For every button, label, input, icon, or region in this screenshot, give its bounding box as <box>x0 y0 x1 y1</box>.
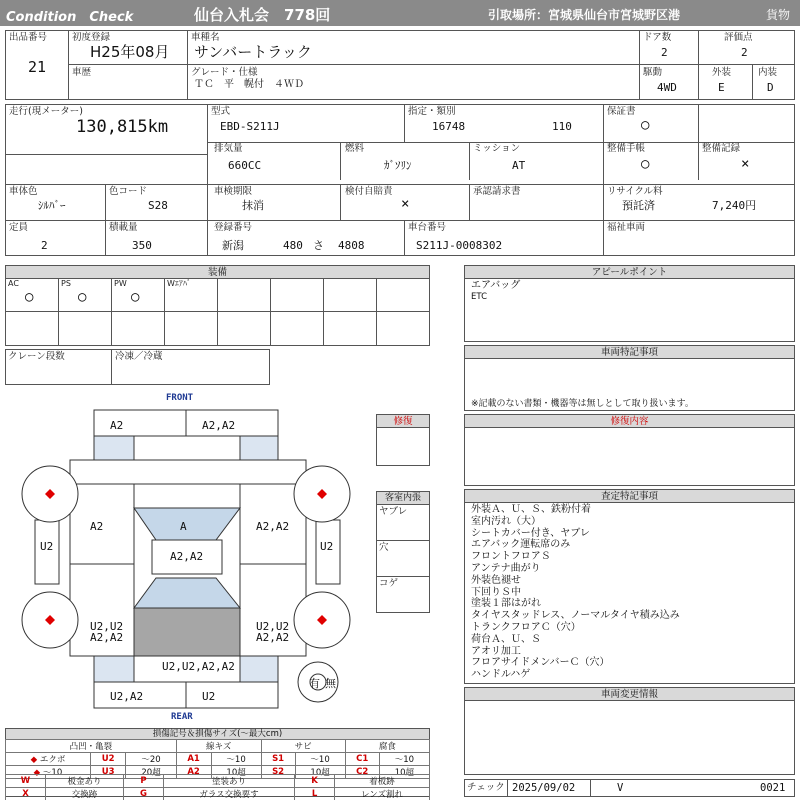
legend-s1: S1 <box>261 753 295 766</box>
drive-value: 4WD <box>657 81 677 94</box>
legend-s2-size: 10超 <box>295 766 345 779</box>
code-x-text: 交換跡 <box>46 788 124 800</box>
maint-book-value: ○ <box>641 156 650 172</box>
check-code: 0021 <box>760 782 786 794</box>
legend-group-corrosion: 腐食 <box>345 740 429 753</box>
appeal-title: アピールポイント <box>465 266 794 279</box>
inspection-value: 抹消 <box>242 199 264 212</box>
check-inspector: V <box>617 782 624 794</box>
fuel-label: 燃料 <box>345 143 365 154</box>
inspector-note-line: 塗装１部はがれ <box>471 598 541 610</box>
cabin-item-hole: 穴 <box>379 542 389 553</box>
legend-c2: C2 <box>345 766 379 779</box>
recycle-label: リサイクル料 <box>607 186 663 197</box>
change-info-title: 車両変更情報 <box>465 688 794 701</box>
code-l: L <box>295 788 335 800</box>
inspector-note-line: トランクフロアＣ（穴） <box>471 622 581 633</box>
cabin-item-burn: コゲ <box>379 578 399 589</box>
diagram-front-label: FRONT <box>166 393 194 403</box>
chassis-label: 車台番号 <box>408 222 447 233</box>
equipment-wairbag-label: Wｴｱﾊﾞ <box>167 279 191 288</box>
special-title: 車両特記事項 <box>465 346 794 359</box>
code-g-text: ガラス交換要す <box>163 788 294 800</box>
equipment-ac-label: AC <box>8 279 19 288</box>
maint-record-value: × <box>741 156 750 172</box>
plate-kana: さ <box>313 239 324 252</box>
mark-rear-left-1: U2,U2 <box>90 620 124 633</box>
special-note: ※記載のない書類・機器等は無しとして取り扱います。 <box>471 399 694 409</box>
special-panel <box>464 345 795 411</box>
designation-value-2: 110 <box>552 120 572 133</box>
legend-c1-size: 〜10 <box>379 753 429 766</box>
code-x: X <box>6 788 46 800</box>
code-p-text: 塗装あり <box>163 775 294 788</box>
repair-box <box>376 414 430 466</box>
model-name-value: サンバートラック <box>194 43 312 61</box>
inspector-notes-panel <box>464 489 795 684</box>
damage-diagram <box>0 388 372 724</box>
displacement-label: 排気量 <box>214 143 243 154</box>
sheet-title: Condition Check <box>6 10 134 25</box>
exterior-value: E <box>718 81 725 94</box>
repair-detail-panel <box>464 414 795 486</box>
inspector-note-line: 室内汚れ（大） <box>471 515 541 527</box>
capacity-value: 2 <box>41 239 48 252</box>
mileage-value: 130,815km <box>76 117 169 137</box>
appeal-line: エアバッグ <box>471 280 521 291</box>
mark-front-right: A2,A2 <box>202 419 236 432</box>
exterior-label: 外装 <box>712 67 732 78</box>
inspector-note-line: タイヤスタッドレス、ノーマルタイヤ積み込み <box>471 610 680 622</box>
crane-label: クレーン段数 <box>8 351 65 362</box>
maint-record-label: 整備記録 <box>702 143 741 154</box>
mark-bumper-left: U2,A2 <box>110 690 144 703</box>
equipment-ps-value: ○ <box>78 289 87 305</box>
inspector-note-line: アンテナ曲がり <box>471 563 541 574</box>
mark-windshield: A <box>180 520 187 533</box>
vehicle-category: 貨物 <box>766 8 791 22</box>
score-label: 評価点 <box>724 32 753 43</box>
legend-group-dent: 凸凹・亀裂 <box>6 740 177 753</box>
cabin-title: 客室内張 <box>377 492 429 505</box>
code-g: G <box>123 788 163 800</box>
plate-number: 4808 <box>338 239 365 252</box>
legend-codes-table <box>5 774 430 800</box>
mark-rear-right-2: A2,A2 <box>256 631 290 644</box>
grade-label: グレード・仕様 <box>191 67 258 78</box>
liability-label: 検付自賠責 <box>345 186 393 197</box>
mark-bed-rear: U2,U2,A2,A2 <box>162 660 235 673</box>
mark-side-left: U2 <box>40 540 54 553</box>
pickup-location: 引取場所：宮城県仙台市宮城野区港 <box>488 8 681 22</box>
equipment-title: 装備 <box>6 266 429 279</box>
mark-door-right: A2,A2 <box>256 520 290 533</box>
legend-title: 損傷記号＆損傷サイズ(〜最大cm) <box>6 729 429 740</box>
legend-a1: A1 <box>176 753 211 766</box>
inspector-note-line: エアバック運転席のみ <box>471 539 571 551</box>
recycle-status: 預託済 <box>622 199 655 212</box>
color-code-value: S28 <box>148 199 168 212</box>
grade-value: ＴＣ 平 幌付 ４ＷＤ <box>194 79 304 90</box>
first-reg-value: H25年08月 <box>90 43 170 61</box>
cabin-item-tear: ヤブレ <box>379 506 408 517</box>
load-value: 350 <box>132 239 152 252</box>
change-info-panel <box>464 687 795 775</box>
inspector-note-line: シートカバー付き、ヤブレ <box>471 527 590 539</box>
color-code-label: 色コード <box>109 186 148 197</box>
legend-u2: U2 <box>90 753 126 766</box>
mark-rear-right-1: U2,U2 <box>256 620 290 633</box>
check-label: チェック <box>467 782 505 793</box>
history-label: 車歴 <box>72 67 92 78</box>
load-label: 積載量 <box>109 222 138 233</box>
legend-a2-size: 10超 <box>211 766 261 779</box>
inspection-label: 車検期限 <box>214 186 253 197</box>
fuel-value: ｶﾞｿﾘﾝ <box>384 159 412 172</box>
code-l-text: レンズ割れ <box>335 788 430 800</box>
inspector-note-line: 荷台Ａ、Ｕ、Ｓ <box>471 633 541 645</box>
freezer-label: 冷凍／冷蔵 <box>115 351 163 362</box>
plate-class: 480 <box>283 239 303 252</box>
code-w: W <box>6 775 46 788</box>
legend-a1-size: 〜10 <box>211 753 261 766</box>
score-value: 2 <box>741 46 748 59</box>
repair-detail-title: 修復内容 <box>465 415 794 428</box>
plate-area: 新潟 <box>222 239 244 252</box>
maint-book-label: 整備手帳 <box>607 143 646 154</box>
legend-u3: U3 <box>90 766 126 779</box>
mission-value: AT <box>512 159 526 172</box>
mission-label: ミッション <box>473 143 521 154</box>
drive-label: 駆動 <box>643 67 663 78</box>
spare-no: 無 <box>325 677 336 690</box>
designation-value-1: 16748 <box>432 120 466 133</box>
capacity-label: 定員 <box>9 222 29 233</box>
plate-label: 登録番号 <box>214 222 253 233</box>
auction-name: 仙台入札会 778回 <box>194 6 331 24</box>
legend-ekubo: エクボ <box>39 755 66 765</box>
legend-s1-size: 〜10 <box>295 753 345 766</box>
approval-label: 承認請求書 <box>473 186 521 197</box>
lot-value: 21 <box>28 58 47 76</box>
legend-ekubo-size: 〜10 <box>42 768 63 778</box>
mark-rear-left-2: A2,A2 <box>90 631 124 644</box>
legend-diamond-icon: ◆ <box>30 755 38 765</box>
equipment-pw-label: PW <box>114 279 127 288</box>
displacement-value: 660CC <box>228 159 262 172</box>
mark-bumper-right: U2 <box>202 690 216 703</box>
legend-c1: C1 <box>345 753 379 766</box>
code-p: P <box>123 775 163 788</box>
check-date: 2025/09/02 <box>512 782 576 794</box>
wheel-rear-right <box>294 592 350 648</box>
inspector-note-line: ハンドルハゲ <box>471 669 531 681</box>
mark-roof: A2,A2 <box>170 550 204 563</box>
equipment-ac-value: ○ <box>25 289 34 305</box>
liability-value: × <box>401 196 410 212</box>
doors-label: ドア数 <box>643 32 672 43</box>
legend-diamond-icon: ◆ <box>33 768 41 778</box>
inspector-note-line: 外装色褪せ <box>471 574 521 586</box>
color-value: ｼﾙﾊﾞｰ <box>38 199 66 212</box>
spare-yes: 有 <box>309 677 320 690</box>
legend-c2-size: 10超 <box>379 766 429 779</box>
mark-door-left: A2 <box>90 520 104 533</box>
inspector-note-line: アオリ加工 <box>471 645 521 657</box>
interior-label: 内装 <box>758 67 778 78</box>
wheel-rear-left <box>22 592 78 648</box>
equipment-ps-label: PS <box>61 279 71 288</box>
first-reg-label: 初度登録 <box>72 32 111 43</box>
model-name-label: 車種名 <box>191 32 220 43</box>
designation-label: 指定・類別 <box>408 106 456 117</box>
equipment-pw-value: ○ <box>131 289 140 305</box>
inspector-note-line: フロアサイドメンバーＣ（穴） <box>471 657 610 669</box>
header-bar <box>0 0 800 26</box>
appeal-line: ETC <box>471 292 487 302</box>
inspector-note-line: フロントフロアＳ <box>471 551 551 563</box>
inspector-note-line: 外装Ａ、Ｕ、Ｓ、鉄粉付着 <box>471 504 591 515</box>
type-value: EBD-S211J <box>220 120 280 133</box>
wheel-front-left <box>22 466 78 522</box>
recycle-amount: 7,240円 <box>712 199 757 212</box>
code-k: K <box>295 775 335 788</box>
mileage-label: 走行(現メーター) <box>9 106 83 117</box>
legend-a2: A2 <box>176 766 211 779</box>
interior-value: D <box>767 81 774 94</box>
repair-label: 修復 <box>377 415 429 428</box>
legend-u3-size: 20超 <box>126 766 176 779</box>
welfare-label: 福祉車両 <box>607 222 646 233</box>
legend-u2-size: 〜20 <box>126 753 176 766</box>
mark-side-right: U2 <box>320 540 334 553</box>
warranty-value: ○ <box>641 117 650 133</box>
doors-value: 2 <box>661 46 668 59</box>
appeal-panel <box>464 265 795 342</box>
mark-front-left: A2 <box>110 419 124 432</box>
code-w-text: 板金あり <box>46 775 124 788</box>
legend-group-rust: サビ <box>261 740 345 753</box>
legend-group-scratch: 線キズ <box>176 740 261 753</box>
lot-label: 出品番号 <box>9 32 48 43</box>
legend-table <box>5 739 430 779</box>
color-label: 車体色 <box>9 186 38 197</box>
inspector-note-line: 下回りＳ中 <box>471 586 521 598</box>
code-k-text: 着板跡 <box>335 775 430 788</box>
legend-s2: S2 <box>261 766 295 779</box>
wheel-front-right <box>294 466 350 522</box>
diagram-rear-label: REAR <box>171 712 193 722</box>
warranty-label: 保証書 <box>607 106 636 117</box>
inspector-notes-title: 査定特記事項 <box>465 490 794 503</box>
chassis-value: S211J-0008302 <box>416 239 503 252</box>
type-label: 型式 <box>211 106 231 117</box>
